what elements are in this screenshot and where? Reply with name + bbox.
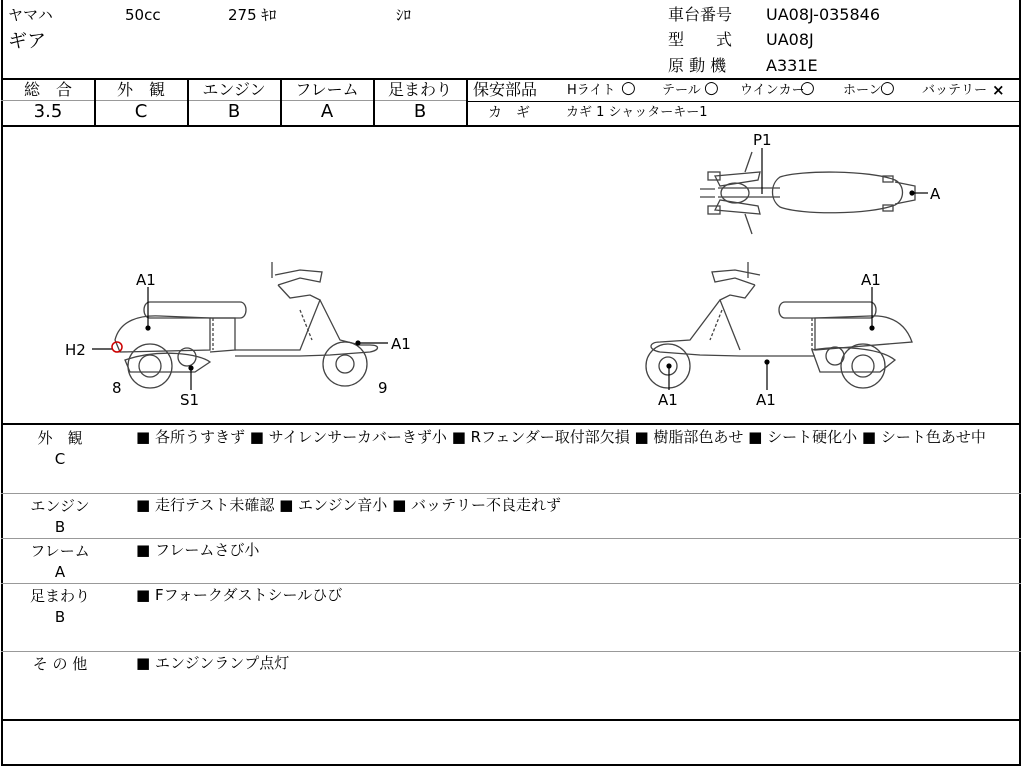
divider bbox=[466, 78, 468, 126]
grade-engine-label: エンジン bbox=[202, 80, 266, 99]
safety-item-headlight: Hライト bbox=[567, 83, 616, 98]
mark-left-a1-seat: A1 bbox=[136, 271, 156, 289]
remark-frame-text: ■ フレームさび小 bbox=[136, 541, 260, 559]
grade-exterior-value: C bbox=[134, 101, 148, 122]
maker: ヤマハ bbox=[8, 6, 53, 24]
grade-frame-value: A bbox=[320, 101, 334, 122]
mark-right-a1-seat: A1 bbox=[861, 271, 881, 289]
remark-engine-label: エンジン bbox=[30, 497, 90, 515]
remark-engine-grade: B bbox=[54, 518, 66, 536]
grade-exterior-label: 外 観 bbox=[116, 80, 165, 99]
grade-frame-label: フレーム bbox=[295, 80, 359, 99]
grade-suspension-value: B bbox=[413, 101, 427, 122]
grade-engine-value: B bbox=[227, 101, 241, 122]
remark-frame-grade: A bbox=[54, 563, 66, 581]
key-text: カギ 1 シャッターキー1 bbox=[566, 105, 708, 120]
mark-left-8: 8 bbox=[112, 379, 122, 397]
remark-suspension-text: ■ Fフォークダストシールひび bbox=[136, 586, 343, 604]
safety-item-headlight-mark: ○ bbox=[621, 78, 636, 98]
grade-suspension-label: 足まわり bbox=[387, 80, 452, 99]
safety-item-tail-mark: ○ bbox=[704, 78, 719, 98]
remark-exterior-label: 外 観 bbox=[37, 429, 83, 447]
displacement: 50cc bbox=[125, 6, 161, 24]
safety-item-winker: ウインカー bbox=[740, 83, 805, 98]
safety-item-battery-mark: × bbox=[992, 81, 1005, 99]
frame-no: UA08J-035846 bbox=[766, 5, 881, 24]
divider bbox=[467, 101, 1021, 102]
mark-left-s1: S1 bbox=[180, 391, 200, 409]
mark-left-a1-front: A1 bbox=[391, 335, 411, 353]
mark-top-a: A bbox=[930, 185, 941, 203]
frame-no-label: 車台番号 bbox=[668, 5, 733, 24]
mark-right-a1-wheel: A1 bbox=[658, 391, 678, 409]
remark-exterior-grade: C bbox=[54, 450, 66, 468]
mark-right-a1-body: A1 bbox=[756, 391, 776, 409]
safety-item-winker-mark: ○ bbox=[800, 78, 815, 98]
safety-item-tail: テール bbox=[662, 83, 701, 98]
remark-other-text: ■ エンジンランプ点灯 bbox=[136, 654, 290, 672]
mark-left-h2: H2 bbox=[65, 341, 86, 359]
engine-model: A331E bbox=[766, 56, 818, 75]
mark-left-9: 9 bbox=[378, 379, 388, 397]
remark-frame-label: フレーム bbox=[30, 542, 90, 560]
safety-item-horn: ホーン bbox=[843, 83, 882, 98]
remark-suspension-grade: B bbox=[54, 608, 66, 626]
safety-item-horn-mark: ○ bbox=[880, 78, 895, 98]
remark-engine-text: ■ 走行テスト未確認 ■ エンジン音小 ■ バッテリー不良走れず bbox=[136, 496, 562, 514]
key-label: カ ギ bbox=[488, 105, 530, 121]
grade-overall-label: 総 合 bbox=[23, 80, 72, 99]
remark-other-label: そ の 他 bbox=[32, 655, 88, 673]
mileage: 275 ｷﾛ bbox=[228, 6, 277, 24]
type-value: UA08J bbox=[766, 30, 814, 49]
remark-suspension-label: 足まわり bbox=[29, 587, 90, 605]
type-label: 型 式 bbox=[668, 30, 733, 49]
remark-exterior-text: ■ 各所うすきず ■ サイレンサーカバーきず小 ■ Rフェンダー取付部欠損 ■ 樹脂部色あせ ■ シート硬化小 ■ シート色あせ中 bbox=[136, 428, 986, 446]
model-name: ギア bbox=[8, 30, 47, 52]
color: ｼﾛ bbox=[396, 6, 412, 24]
top-view-scooter bbox=[700, 152, 915, 234]
divider bbox=[1, 423, 1021, 425]
safety-label: 保安部品 bbox=[473, 80, 538, 99]
safety-item-battery: バッテリー bbox=[922, 83, 988, 98]
engine-label: 原 動 機 bbox=[668, 56, 727, 75]
divider bbox=[1, 719, 1021, 721]
grade-overall-value: 3.5 bbox=[33, 101, 63, 122]
mark-top-p1: P1 bbox=[753, 131, 772, 149]
